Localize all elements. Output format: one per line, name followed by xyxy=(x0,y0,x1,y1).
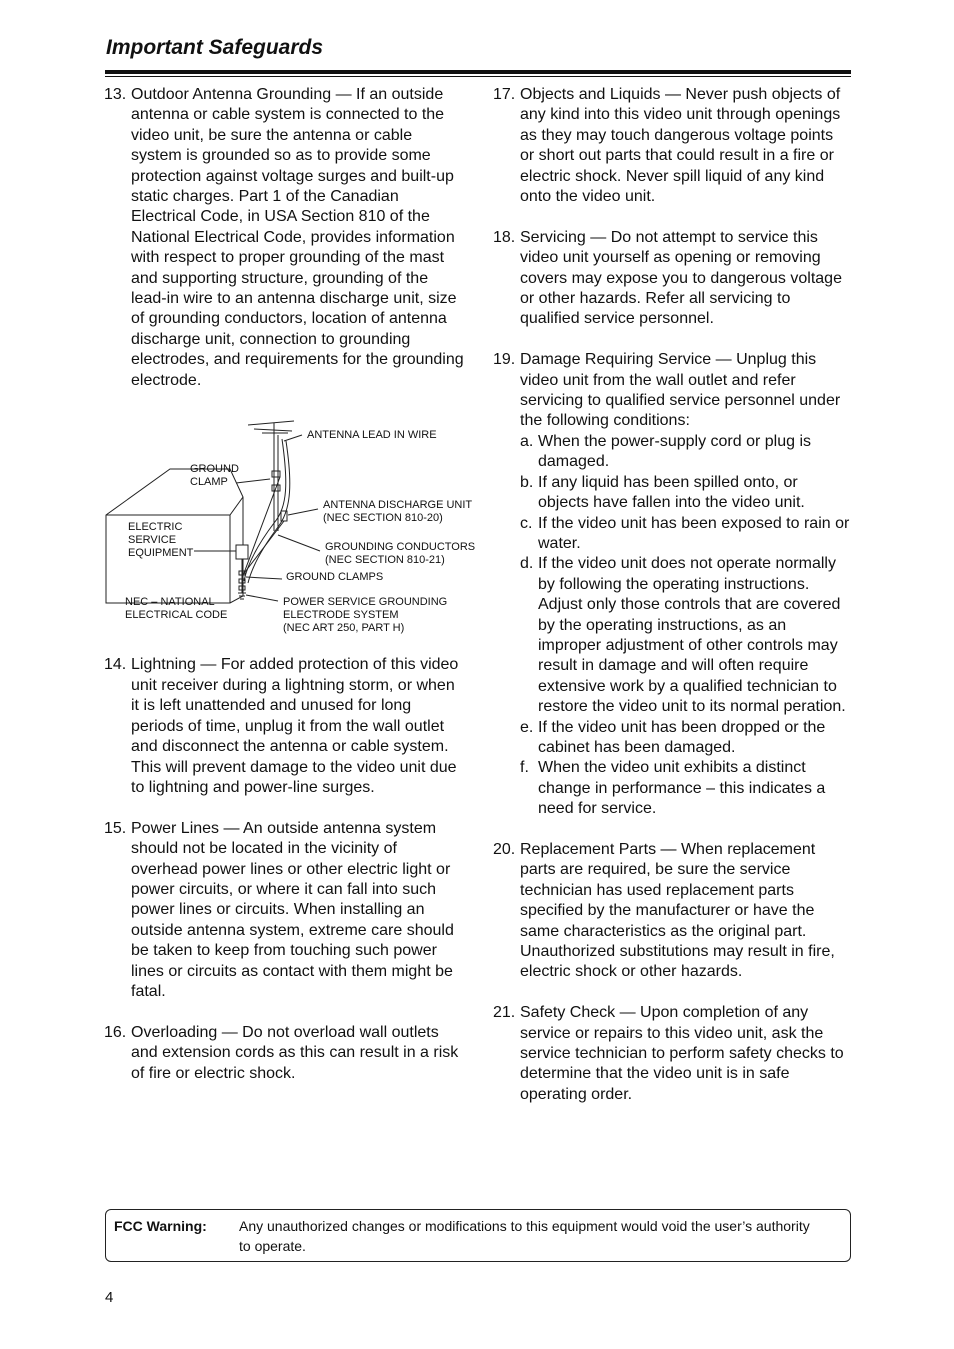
item-text: Lightning — For added protection of this video unit receiver during a lightning storm, or when it is left unattended and unused for long periods of time, unplug it from the wall outlet and disconnect the antenna or cable system. This will prevent damage to the video unit due to lightning and power-line surges. xyxy=(131,656,459,796)
item-text: Objects and Liquids — Never push objects of any kind into this video unit through openings as they may touch dangerous voltage points or short out parts that could result in a fire or electric shock. Never spill liquid of any kind onto the video unit. xyxy=(520,86,841,206)
fcc-warning-text: Any unauthorized changes or modifications to this equipment would void the user’s authority to operate. xyxy=(239,1218,810,1254)
item-number: 15. xyxy=(104,819,127,837)
label-grounding-conductors: GROUNDING CONDUCTORS (NEC SECTION 810-21) xyxy=(325,541,476,567)
label-electric-service: ELECTRIC SERVICE EQUIPMENT xyxy=(128,521,194,560)
item-text: Damage Requiring Service — Unplug this video unit from the wall outlet and refer servicing to qualified service personnel under the following conditions: xyxy=(520,351,841,430)
page-number: 4 xyxy=(105,1289,114,1306)
condition-text: If the video unit has been dropped or the cabinet has been damaged. xyxy=(538,718,826,756)
item-number: 14. xyxy=(104,656,127,674)
item-text: Overloading — Do not overload wall outlets and extension cords as this can result in a risk of fire or electric shock. xyxy=(131,1023,459,1082)
condition-d xyxy=(520,554,851,717)
item-number: 13. xyxy=(104,86,127,103)
left-column xyxy=(104,85,476,1104)
condition-letter: a. xyxy=(520,432,534,450)
condition-e xyxy=(520,718,851,759)
condition-letter: b. xyxy=(520,473,534,491)
condition-letter: c. xyxy=(520,514,533,532)
condition-letter: d. xyxy=(520,555,534,573)
item-number: 21. xyxy=(493,1004,516,1022)
safeguard-item-14 xyxy=(104,655,466,798)
label-antenna-lead: ANTENNA LEAD IN WIRE xyxy=(307,429,437,442)
safeguard-item-16 xyxy=(104,1023,466,1084)
condition-b xyxy=(520,473,851,514)
item-number: 18. xyxy=(493,228,516,246)
safeguard-item-13 xyxy=(104,85,466,391)
item-number: 16. xyxy=(104,1023,127,1041)
item-text: Outdoor Antenna Grounding — If an outside antenna or cable system is connected to the video unit, be sure the antenna or cable system is grounded so as to provide some protection against voltage surges and built-up static charges. Part 1 of the Canadian Electrical Code, in USA Section 810 of the National Electrical Code, provides information with respect to proper grounding of the mast and supporting structure, grounding of the lead-in wire to an antenna discharge unit, size of grounding conductors, location of antenna discharge unit, connection to grounding electrodes, and requirements for the grounding electrode. xyxy=(131,86,464,389)
item-text: Safety Check — Upon completion of any service or repairs to this video unit, ask the service technician to perform safety checks to determine that the video unit is in safe operating order. xyxy=(520,1004,844,1103)
condition-text: If the video unit has been exposed to rain or water. xyxy=(538,514,850,552)
item-body xyxy=(520,350,851,819)
condition-text: If the video unit does not operate normally by following the operating instructions. Adjust only those controls that are covered by the operating instructions, as an improper adjustment of other controls may result in damage and will often require extensive work by a qualified technician to restore the video unit to its normal peration. xyxy=(538,555,846,716)
header-rule-thin xyxy=(105,76,851,77)
condition-text: If any liquid has been spilled onto, or objects have fallen into the video unit. xyxy=(538,473,805,512)
label-ground-clamp: GROUND CLAMP xyxy=(190,463,239,489)
label-discharge-unit: ANTENNA DISCHARGE UNIT (NEC SECTION 810-20) xyxy=(323,499,473,525)
condition-f xyxy=(520,758,851,819)
item-text: Servicing — Do not attempt to service this video unit yourself as opening or removing covers may expose you to dangerous voltage or other hazards. Refer all servicing to qualified service personnel. xyxy=(520,228,842,328)
label-nec: NEC – NATIONAL ELECTRICAL CODE xyxy=(125,596,228,622)
right-column xyxy=(493,85,851,1126)
safeguard-item-20 xyxy=(493,840,851,983)
label-ground-clamps: GROUND CLAMPS xyxy=(286,571,384,584)
label-power-service: POWER SERVICE GROUNDING ELECTRODE SYSTEM (NEC ART 250, PART H) xyxy=(283,596,448,635)
safeguard-item-15 xyxy=(104,819,466,1003)
item-text: Power Lines — An outside antenna system should not be located in the vicinity of overhead power lines or other electric light or power circuits, or where it can fall into such power lines or circuits. When installing an outside antenna system, extreme care should be taken to keep from touching such power lines or circuits as contact with them might be fatal. xyxy=(131,819,454,1000)
page-title: Important Safeguards xyxy=(106,36,324,59)
safeguard-item-17 xyxy=(493,85,851,207)
condition-text: When the power-supply cord or plug is damaged. xyxy=(538,432,812,471)
fcc-warning-label: FCC Warning: xyxy=(114,1218,207,1234)
condition-text: When the video unit exhibits a distinct change in performance – this indicates a need for service. xyxy=(538,759,826,818)
safeguard-item-19 xyxy=(493,350,851,819)
item-number: 20. xyxy=(493,840,516,858)
item-number: 19. xyxy=(493,351,516,369)
safeguard-item-21 xyxy=(493,1003,851,1105)
condition-letter: e. xyxy=(520,718,534,736)
item-text: Replacement Parts — When replacement parts are required, be sure the service technician has used replacement parts specified by the manufacturer or have the same characteristics as the original part. Unauthorized substitutions may result in fire, electric shock or other hazards. xyxy=(520,840,835,981)
safeguard-item-18 xyxy=(493,228,851,330)
header-rule-thick xyxy=(105,70,851,74)
item-number: 17. xyxy=(493,86,516,103)
condition-a xyxy=(520,432,851,473)
condition-letter: f. xyxy=(520,759,529,777)
fcc-warning-box xyxy=(105,1209,851,1262)
antenna-grounding-diagram xyxy=(98,411,474,643)
condition-c xyxy=(520,514,851,555)
